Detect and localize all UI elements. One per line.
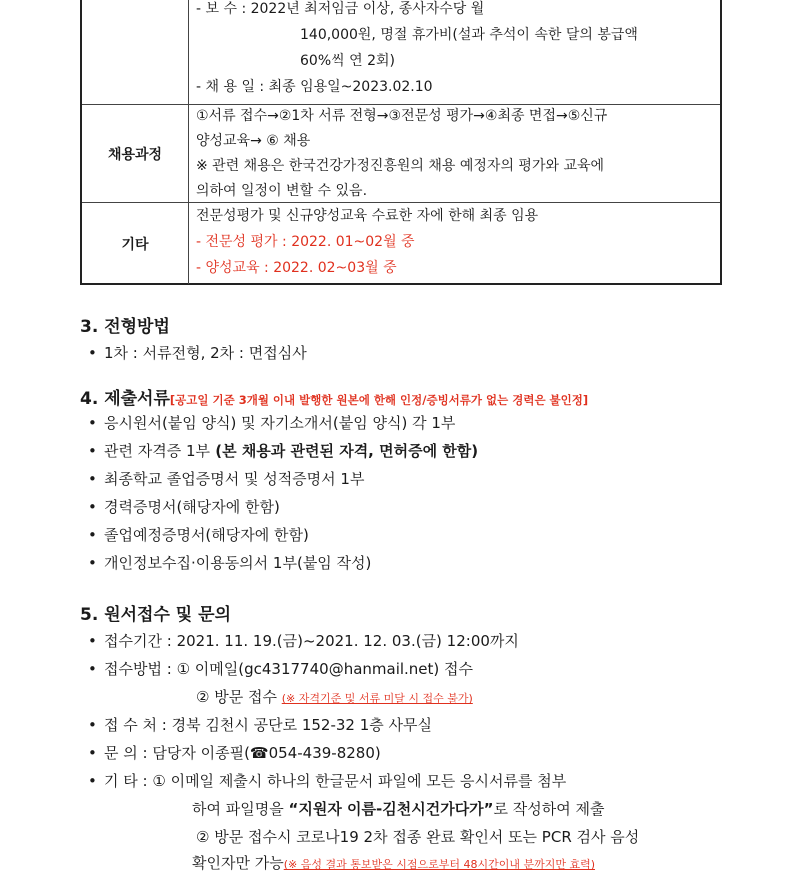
etc-line-2: 하여 파일명을 “지원자 이름-김천시건가다가”로 작성하여 제출 [192, 800, 605, 818]
etc-line-4: 확인자만 가능(※ 음성 결과 통보받은 시점으로부터 48시간이내 분까지만 효력) [192, 854, 596, 872]
list-item: • 개인정보수집·이용동의서 1부(붙임 작성) [88, 554, 372, 572]
etc-line-3: - 양성교육 : 2022. 02~03월 중 [196, 260, 397, 276]
visit-method-note: (※ 자격기준 및 서류 미달 시 접수 불가) [281, 692, 473, 705]
list-item: • 경력증명서(해당자에 한함) [88, 498, 280, 516]
hire-date-line: - 채 용 일 : 최종 임용일~2023.02.10 [196, 79, 433, 95]
section-4-note: [공고일 기준 3개월 이내 발행한 원본에 한해 인정/증빙서류가 없는 경력은 불인정] [169, 393, 589, 407]
etc-line-2: - 전문성 평가 : 2022. 01~02월 중 [196, 234, 415, 250]
table-label-empty [82, 0, 189, 104]
list-item: • 관련 자격증 1부 (본 채용과 관련된 자격, 면허증에 한함) [88, 442, 479, 460]
section-3-title: 3. 전형방법 [80, 317, 170, 337]
pcr-note: (※ 음성 결과 통보받은 시점으로부터 48시간이내 분까지만 효력) [283, 858, 596, 871]
list-item: • 1차 : 서류전형, 2차 : 면접심사 [88, 344, 307, 362]
list-item-method: • 접수방법 : ① 이메일(gc4317740@hanmail.net) 접수 [88, 660, 474, 678]
list-item: • 최종학교 졸업증명서 및 성적증명서 1부 [88, 470, 365, 488]
table-label-process: 채용과정 [82, 105, 189, 203]
process-line-2: 양성교육→ ⑥ 채용 [196, 133, 311, 149]
section-4-title: 4. 제출서류[공고일 기준 3개월 이내 발행한 원본에 한해 인정/증빙서류가 없는 경력은 불인정] [80, 389, 589, 409]
list-item: • 응시원서(붙임 양식) 및 자기소개서(붙임 양식) 각 1부 [88, 414, 456, 432]
pay-line-3: 60%씩 연 2회) [300, 53, 395, 69]
table-label-etc: 기타 [82, 203, 189, 284]
process-line-3: ※ 관련 채용은 한국건강가정진흥원의 채용 예정자의 평가와 교육에 [196, 158, 605, 174]
recruitment-table [80, 0, 722, 285]
license-note: (본 채용과 관련된 자격, 면허증에 한함) [210, 442, 479, 460]
process-line-4: 의하여 일정이 변할 수 있음. [196, 183, 368, 199]
table-row-pay [82, 0, 720, 104]
etc-line-3: ② 방문 접수시 코로나19 2차 접종 완료 확인서 또는 PCR 검사 음성 [196, 828, 640, 846]
list-item-place: • 접 수 처 : 경북 김천시 공단로 152-32 1층 사무실 [88, 716, 433, 734]
list-item-period: • 접수기간 : 2021. 11. 19.(금)~2021. 12. 03.(금) 12:00까지 [88, 632, 519, 650]
list-item: • 졸업예정증명서(해당자에 한함) [88, 526, 309, 544]
filename-format: “지원자 이름-김천시건가다가” [288, 800, 494, 818]
table-row-etc [82, 202, 720, 284]
etc-line-1: 전문성평가 및 신규양성교육 수료한 자에 한해 최종 임용 [196, 208, 539, 224]
section-5-title: 5. 원서접수 및 문의 [80, 605, 231, 625]
visit-method: ② 방문 접수 (※ 자격기준 및 서류 미달 시 접수 불가) [196, 688, 473, 706]
email-method: ① 이메일(gc4317740@hanmail.net) 접수 [176, 660, 474, 678]
table-row-process [82, 104, 720, 203]
pay-line-1: - 보 수 : 2022년 최저임금 이상, 종사자수당 월 [196, 1, 485, 17]
list-item-contact: • 문 의 : 담당자 이종필(☎054-439-8280) [88, 744, 381, 762]
list-item-etc: • 기 타 : ① 이메일 제출시 하나의 한글문서 파일에 모든 응시서류를 첨부 [88, 772, 567, 790]
pay-line-2: 140,000원, 명절 휴가비(설과 추석이 속한 달의 봉급액 [300, 27, 638, 43]
process-line-1: ①서류 접수→②1차 서류 전형→③전문성 평가→④최종 면접→⑤신규 [196, 108, 608, 124]
